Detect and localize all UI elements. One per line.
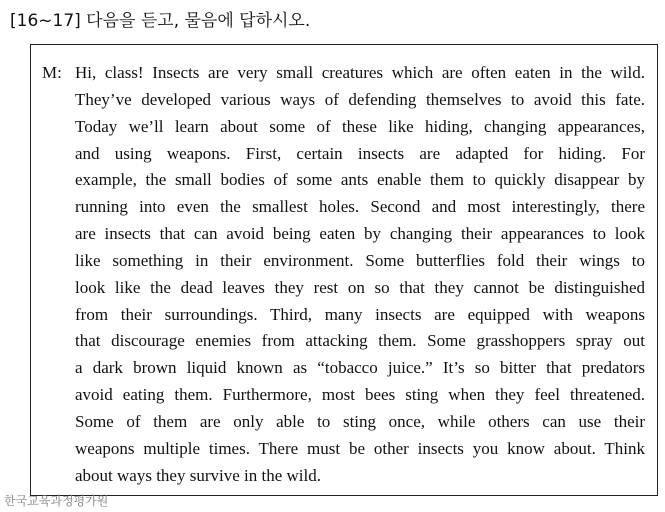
transcript-line: running into even the smallest holes. Second and most interestingly, there <box>75 197 645 217</box>
transcript-line: that discourage enemies from attacking them. Some grasshoppers spray out <box>75 331 645 351</box>
transcript-line: weapons multiple times. There must be other insects you know about. Think <box>75 438 645 458</box>
transcript-text <box>75 60 645 490</box>
transcript-line: example, the small bodies of some ants enable them to quickly disappear by <box>75 170 645 190</box>
transcript-line: about ways they survive in the wild. <box>75 465 321 485</box>
transcript-line: look like the dead leaves they rest on so that they cannot be distinguished <box>75 277 645 297</box>
watermark: 한국교육과정평가원 <box>4 494 109 508</box>
transcript-line: Hi, class! Insects are very small creatures which are often eaten in the wild. <box>75 63 645 82</box>
transcript-line: avoid eating them. Furthermore, most bees sting when they feel threatened. <box>75 385 645 405</box>
question-header: [16~17] 다음을 듣고, 물음에 답하시오. <box>10 11 311 31</box>
transcript-line: like something in their environment. Some butterflies fold their wings to <box>75 250 645 270</box>
transcript-box <box>30 44 658 496</box>
transcript-line: They’ve developed various ways of defending themselves to avoid this fate. <box>75 89 645 109</box>
speaker-label: M: <box>42 63 62 82</box>
transcript-line: are insects that can avoid being eaten by changing their appearances to look <box>75 224 645 244</box>
transcript-line: Some of them are only able to sting once, while others can use their <box>75 411 645 431</box>
transcript-line: from their surroundings. Third, many insects are equipped with weapons <box>75 304 645 324</box>
transcript-line: and using weapons. First, certain insects are adapted for hiding. For <box>75 143 645 163</box>
transcript-line: a dark brown liquid known as “tobacco juice.” It’s so bitter that predators <box>75 358 645 378</box>
transcript-line: Today we’ll learn about some of these like hiding, changing appearances, <box>75 116 645 136</box>
